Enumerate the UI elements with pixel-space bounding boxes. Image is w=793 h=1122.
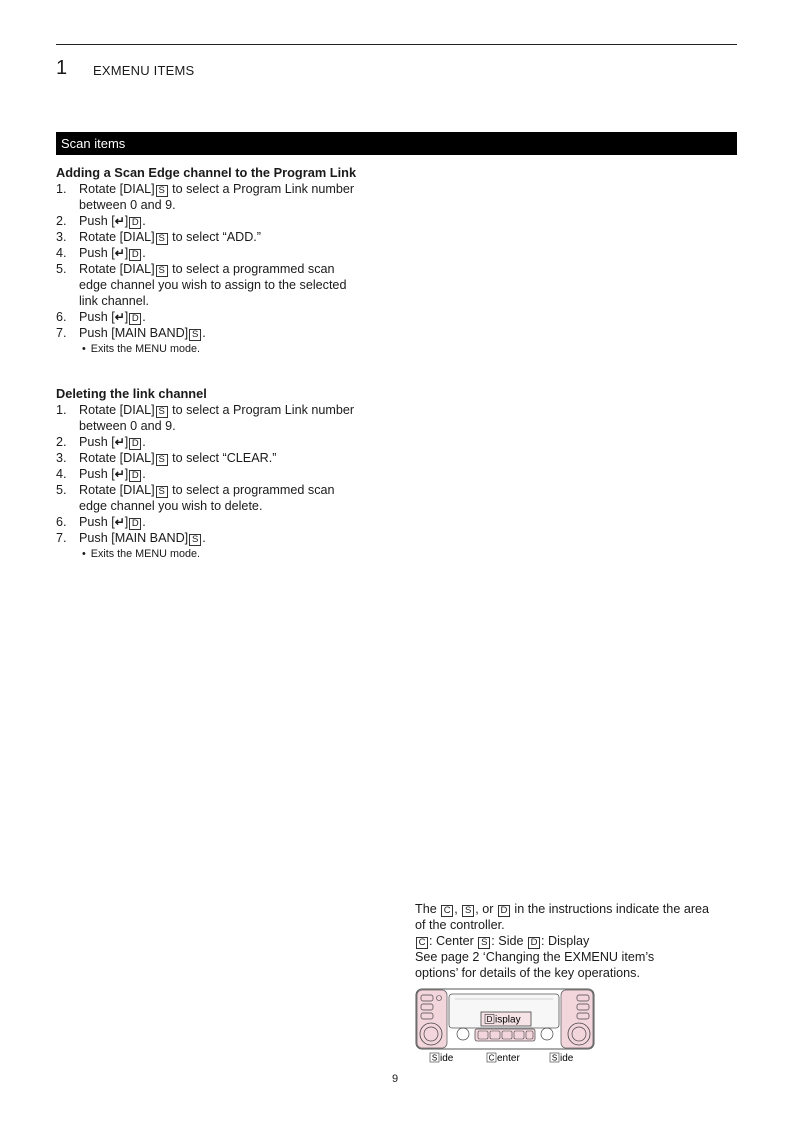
- center-label: enter: [497, 1053, 520, 1064]
- enter-key-icon: ↵: [114, 246, 125, 260]
- side-key-label-left: S: [431, 1053, 438, 1063]
- chapter-title: EXMENU ITEMS: [93, 63, 195, 78]
- add-step-1: 1. Rotate [DIAL] S to select a Program Link number between 0 and 9.: [56, 182, 355, 212]
- side-key-icon: S: [156, 486, 168, 498]
- display-key-icon: D: [129, 470, 141, 482]
- delete-step-6: 6. Push [↵] D .: [56, 515, 146, 529]
- delete-steps: [56, 402, 386, 546]
- delete-section: [56, 386, 386, 563]
- side-label-left: ide: [440, 1053, 454, 1064]
- side-key-label-right: S: [551, 1053, 558, 1063]
- enter-key-icon: ↵: [114, 214, 125, 228]
- side-key-icon: S: [156, 265, 168, 277]
- delete-heading: Deleting the link channel: [56, 386, 207, 401]
- info-line-5: options’ for details of the key operations.: [415, 966, 640, 980]
- add-step-5: 5. Rotate [DIAL] S to select a programmed scan edge channel you wish to assign to the selected link channel.: [56, 262, 347, 308]
- display-key-icon: D: [129, 518, 141, 530]
- add-step-3: 3. Rotate [DIAL] S to select “ADD.”: [56, 230, 261, 244]
- display-key-icon: D: [129, 217, 141, 229]
- enter-key-icon: ↵: [114, 467, 125, 481]
- delete-note: • Exits the MENU mode.: [82, 548, 200, 560]
- side-key-icon: S: [189, 534, 201, 546]
- add-step-4: 4. Push [↵] D .: [56, 246, 146, 260]
- page-number: 9: [392, 1073, 399, 1085]
- add-section: [56, 165, 386, 358]
- side-key-icon: S: [156, 185, 168, 197]
- add-note: • Exits the MENU mode.: [82, 343, 200, 355]
- info-line-2: of the controller.: [415, 918, 505, 932]
- chapter-number: 1: [56, 57, 68, 79]
- display-key-label: D: [486, 1015, 493, 1024]
- info-line-4: See page 2 ‘Changing the EXMENU item’s: [415, 950, 655, 964]
- header-rule: [56, 44, 737, 45]
- side-key-icon: S: [156, 454, 168, 466]
- enter-key-icon: ↵: [114, 435, 125, 449]
- side-key-icon: S: [156, 233, 168, 245]
- delete-step-4: 4. Push [↵] D .: [56, 467, 146, 481]
- delete-step-3: 3. Rotate [DIAL] S to select “CLEAR.”: [56, 451, 277, 465]
- center-key-label: C: [488, 1053, 495, 1063]
- bullet-icon: •: [82, 343, 86, 355]
- controller-diagram: [415, 988, 595, 1064]
- bullet-icon: •: [82, 548, 86, 560]
- side-label-right: ide: [560, 1053, 574, 1064]
- side-key-icon: S: [478, 937, 490, 949]
- delete-step-7: 7. Push [MAIN BAND] S .: [56, 531, 206, 545]
- display-key-icon: D: [129, 313, 141, 325]
- section-title-bar: [56, 132, 737, 155]
- add-step-6: 6. Push [↵] D .: [56, 310, 146, 324]
- side-key-icon: S: [189, 329, 201, 341]
- add-steps: [56, 181, 386, 341]
- display-key-icon: D: [498, 905, 510, 917]
- info-legend: C : Center S : Side D : Display: [415, 933, 735, 949]
- enter-key-icon: ↵: [114, 310, 125, 324]
- add-step-7: 7. Push [MAIN BAND] S .: [56, 326, 206, 340]
- display-key-icon: D: [528, 937, 540, 949]
- delete-step-5: 5. Rotate [DIAL] S to select a programmed scan edge channel you wish to delete.: [56, 483, 335, 513]
- delete-step-1: 1. Rotate [DIAL] S to select a Program Link number between 0 and 9.: [56, 403, 355, 433]
- add-step-2: 2. Push [↵] D .: [56, 214, 146, 228]
- center-key-icon: C: [416, 937, 428, 949]
- enter-key-icon: ↵: [114, 515, 125, 529]
- controller-info: [415, 901, 735, 981]
- display-key-icon: D: [129, 249, 141, 261]
- delete-step-2: 2. Push [↵] D .: [56, 435, 146, 449]
- center-key-icon: C: [441, 905, 453, 917]
- display-label: isplay: [495, 1014, 521, 1026]
- add-heading: Adding a Scan Edge channel to the Program Link: [56, 165, 357, 180]
- side-key-icon: S: [156, 406, 168, 418]
- info-line-1: The C , S , or D in the instructions indicate the area: [415, 902, 710, 916]
- display-key-icon: D: [129, 438, 141, 450]
- section-title: Scan items: [61, 136, 126, 151]
- side-key-icon: S: [462, 905, 474, 917]
